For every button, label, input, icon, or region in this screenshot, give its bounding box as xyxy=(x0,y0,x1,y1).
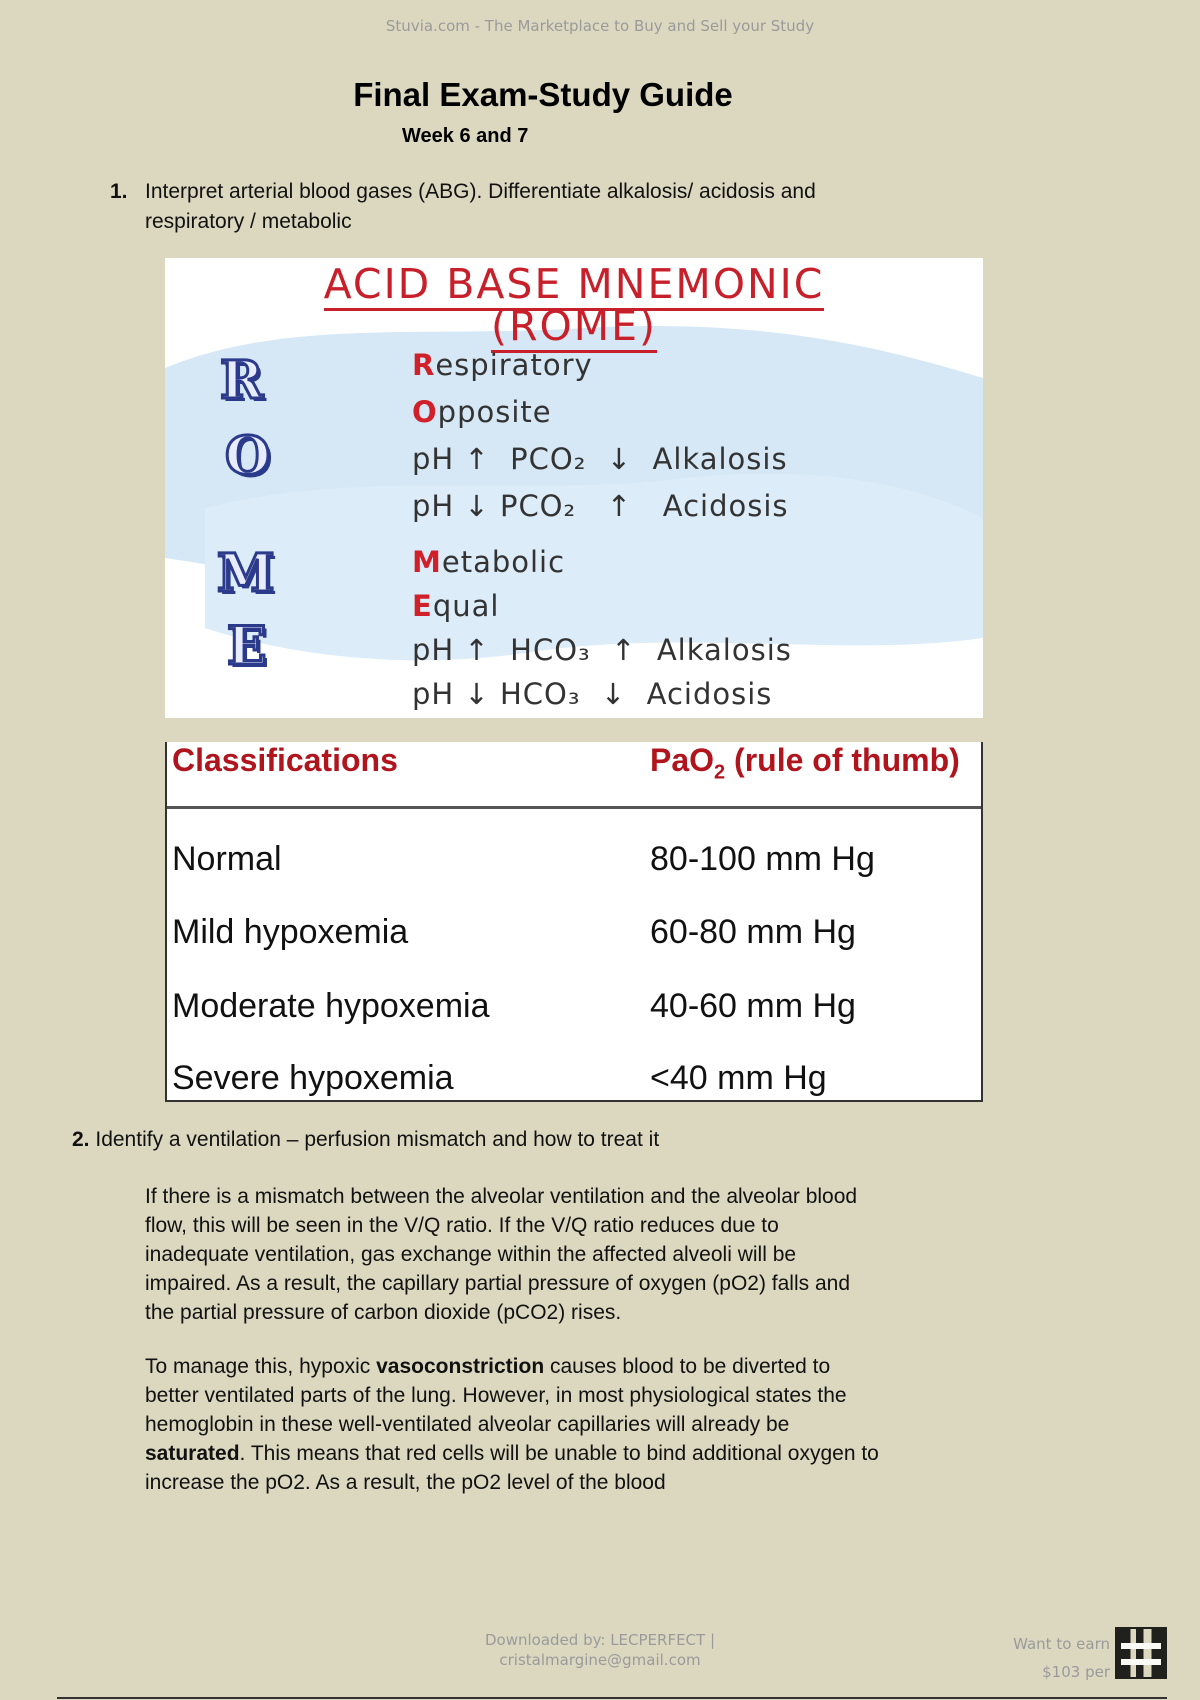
table-cell-classification: Normal xyxy=(172,840,282,878)
acid-base-mnemonic-image xyxy=(165,258,983,718)
mnemonic-line: Equal xyxy=(412,589,500,623)
site-watermark: Stuvia.com - The Marketplace to Buy and Sell your Study xyxy=(385,17,815,35)
page-subtitle: Week 6 and 7 xyxy=(402,125,529,147)
earn-line2: $103 per xyxy=(1042,1663,1110,1681)
pao2-classification-table xyxy=(165,742,983,1102)
downloader-email: cristalmargine@gmail.com xyxy=(499,1651,701,1669)
question-2-number: 2. xyxy=(72,1128,90,1151)
table-header-classifications: Classifications xyxy=(172,742,398,778)
paragraph-management: To manage this, hypoxic vasoconstriction causes blood to be diverted to better ventilated parts of the lung. However, in most physiological states the hemoglobin in these well-ventilated alveolar capillaries will already be saturated. This means that red cells will be unable to bind additional oxygen to increase the pO2. As a result, the pO2 level of the blood xyxy=(145,1355,879,1494)
page-title: Final Exam-Study Guide xyxy=(353,76,733,113)
question-2-text: Identify a ventilation – perfusion mismatch and how to treat it xyxy=(95,1128,660,1151)
table-cell-value: 80-100 mm Hg xyxy=(650,840,875,878)
mnemonic-line: pH ↑ HCO₃ ↑ Alkalosis xyxy=(412,633,792,667)
table-header-divider xyxy=(167,806,981,809)
table-cell-value: 60-80 mm Hg xyxy=(650,913,856,951)
earn-promo[interactable] xyxy=(960,1630,1110,1686)
question-1-text: Interpret arterial blood gases (ABG). Differentiate alkalosis/ acidosis and respiratory / metabolic xyxy=(145,180,816,233)
table-cell-classification: Moderate hypoxemia xyxy=(172,987,490,1025)
table-cell-classification: Severe hypoxemia xyxy=(172,1059,454,1097)
paragraph-vq-mismatch: If there is a mismatch between the alveolar ventilation and the alveolar blood flow, this will be seen in the V/Q ratio. If the V/Q ratio reduces due to inadequate ventilation, gas exchange within the affected alveoli will be impaired. As a result, the capillary partial pressure of oxygen (pO2) falls and the partial pressure of carbon dioxide (pCO2) rises. xyxy=(145,1185,858,1324)
mnemonic-line: Respiratory xyxy=(412,348,593,382)
mnemonic-line: pH ↑ PCO₂ ↓ Alkalosis xyxy=(412,442,788,476)
question-1-number: 1. xyxy=(110,180,128,203)
mnemonic-letter-e: E xyxy=(227,616,267,677)
earn-line1: Want to earn xyxy=(1013,1635,1110,1653)
mnemonic-line: Metabolic xyxy=(412,545,566,579)
question-2 xyxy=(72,1128,659,1152)
table-cell-value: 40-60 mm Hg xyxy=(650,987,856,1025)
bottom-rule xyxy=(57,1697,1167,1699)
table-cell-classification: Mild hypoxemia xyxy=(172,913,409,951)
mnemonic-title-line1: ACID BASE MNEMONIC xyxy=(165,262,983,306)
table-header-pao2: PaO$_2$ (rule of thumb) xyxy=(650,742,960,784)
mnemonic-line: pH ↓ PCO₂ ↑ Acidosis xyxy=(412,489,789,523)
mnemonic-line: pH ↓ HCO₃ ↓ Acidosis xyxy=(412,677,773,711)
mnemonic-letter-o: O xyxy=(225,426,271,487)
table-cell-value: <40 mm Hg xyxy=(650,1059,827,1097)
mnemonic-letter-r: R xyxy=(220,350,264,411)
mnemonic-letter-m: M xyxy=(217,543,275,604)
qr-code-icon[interactable] xyxy=(1115,1627,1167,1679)
mnemonic-title-line2: (ROME) xyxy=(165,304,983,348)
mnemonic-line: Opposite xyxy=(412,395,552,429)
downloaded-by: Downloaded by: LECPERFECT | xyxy=(484,1631,716,1649)
